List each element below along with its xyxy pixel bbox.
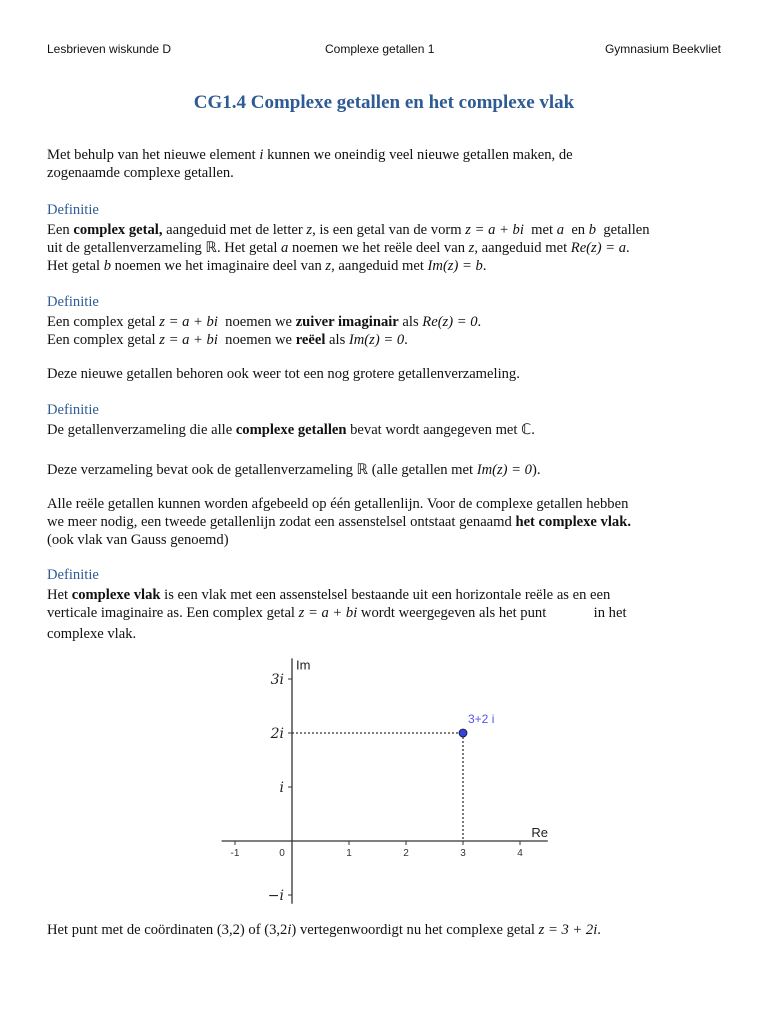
text: , aangeduid met	[474, 240, 571, 256]
text: Een complex getal	[47, 314, 160, 330]
bold-term: reëel	[295, 332, 326, 348]
x-tick-label: 0	[279, 848, 285, 859]
text: Het getal	[47, 258, 104, 274]
page-title: CG1.4 Complexe getallen en het complexe vlak	[193, 92, 575, 113]
text: Met behulp van het nieuwe element	[47, 147, 260, 163]
text: Het punt met de coördinaten	[47, 922, 217, 938]
x-tick-label: 4	[517, 848, 523, 859]
text: .	[404, 332, 408, 348]
text: vertegenwoordigt nu het complexe getal	[296, 922, 539, 938]
paragraph	[47, 921, 737, 939]
math-expression: a	[281, 240, 289, 256]
math-expression: i	[287, 922, 292, 938]
text: Een	[47, 222, 74, 238]
definition-label: Definitie	[47, 567, 99, 583]
text: en	[564, 222, 589, 238]
y-tick-label: i	[279, 780, 284, 796]
text-line	[47, 331, 737, 349]
text: (3,2	[264, 922, 288, 938]
math-expression: Re(z) = 0	[422, 314, 478, 330]
bold-term: het complexe vlak.	[515, 514, 631, 530]
text-line	[47, 146, 737, 164]
math-expression: z	[468, 240, 475, 256]
text-line	[47, 495, 737, 513]
data-point	[459, 729, 467, 737]
text-line	[47, 461, 737, 479]
point-label: 3+2 i	[468, 712, 495, 726]
paragraph	[47, 146, 737, 182]
text: of	[244, 922, 265, 938]
math-expression: Im(z) = 0	[476, 462, 532, 478]
text: noemen we	[217, 332, 296, 348]
text: uit de getallenverzameling ℝ. Het getal	[47, 240, 282, 256]
text: .	[477, 314, 482, 330]
text-line	[47, 531, 737, 549]
text-line	[47, 604, 737, 622]
text: (3,2)	[216, 922, 245, 938]
text: noemen we het imaginaire deel van	[111, 258, 326, 274]
math-expression: a	[556, 222, 565, 238]
text: ).	[531, 462, 541, 478]
text-line	[47, 239, 737, 257]
math-expression: z	[306, 222, 313, 238]
text: .	[482, 258, 487, 274]
definition-block	[47, 293, 737, 349]
text: complexe vlak.	[47, 626, 137, 642]
x-tick-label: 2	[403, 848, 409, 859]
text: kunnen we oneindig veel nieuwe getallen maken, de	[263, 147, 573, 163]
text-line	[47, 421, 737, 439]
bold-term: zuiver imaginair	[295, 314, 399, 330]
header-left: Lesbrieven wiskunde D	[47, 42, 172, 56]
definition-label: Definitie	[47, 402, 99, 418]
text: is een vlak met een assenstelsel bestaande uit een horizontale reële as en een	[160, 587, 611, 603]
text: noemen we het reële deel van	[288, 240, 469, 256]
math-expression: z = a + bi	[298, 605, 358, 621]
text: Deze nieuwe getallen behoren ook weer tot een nog grotere getallenverzameling.	[47, 366, 520, 382]
math-expression: z = a + bi	[159, 332, 218, 348]
text: )	[291, 922, 297, 938]
text-line	[47, 513, 737, 531]
text: bevat wordt aangegeven met ℂ.	[346, 422, 535, 438]
math-expression: z = 3 + 2i	[538, 922, 598, 938]
bold-term: complexe getallen	[235, 422, 347, 438]
y-tick-label: 3i	[270, 672, 284, 688]
text: met	[523, 222, 557, 238]
math-expression: i	[259, 147, 264, 163]
x-tick-label: 3	[460, 848, 466, 859]
text-line	[47, 365, 737, 383]
text: Deze verzameling bevat ook de getallenverzameling ℝ (alle getallen met	[47, 462, 477, 478]
text: Het	[47, 587, 72, 603]
text: De getallenverzameling die alle	[47, 422, 236, 438]
math-expression: b	[103, 258, 112, 274]
text-line	[47, 221, 737, 239]
y-axis-label: Im	[296, 657, 311, 673]
math-expression: Re(z) = a	[570, 240, 627, 256]
definition-block	[47, 201, 737, 275]
text-line	[47, 625, 737, 643]
text: .	[597, 922, 601, 938]
text: aangeduid met de letter	[162, 222, 307, 238]
text-line	[47, 257, 737, 275]
x-axis-label: Re	[531, 825, 549, 840]
math-expression: Im(z) = 0	[348, 332, 405, 348]
text-line	[47, 586, 737, 604]
math-expression: z = a + bi	[159, 314, 218, 330]
text: zogenaamde complexe getallen.	[47, 165, 234, 181]
text-line	[47, 921, 737, 939]
text: , is een getal van de vorm	[312, 222, 466, 238]
header-right: Gymnasium Beekvliet	[604, 42, 721, 56]
math-expression: z	[325, 258, 332, 274]
paragraph	[47, 365, 737, 383]
text: (ook vlak van Gauss genoemd)	[47, 532, 229, 548]
definition-block	[47, 566, 737, 643]
text-line	[47, 164, 737, 182]
math-expression: z = a + bi	[465, 222, 524, 238]
x-tick-label: -1	[230, 848, 240, 859]
text: als	[325, 332, 349, 348]
text-line	[47, 313, 737, 331]
text: .	[626, 240, 630, 256]
text: verticale imaginaire as. Een complex getal	[47, 605, 299, 621]
text: Alle reële getallen kunnen worden afgebeeld op één getallenlijn. Voor de complexe getallen hebben	[47, 496, 629, 512]
math-expression: b	[588, 222, 597, 238]
bold-term: complex getal,	[73, 222, 163, 238]
text: , aangeduid met	[331, 258, 428, 274]
text: we meer nodig, een tweede getallenlijn zodat een assenstelsel ontstaat genaamd	[47, 514, 516, 530]
header-center: Complexe getallen 1	[325, 42, 435, 56]
bold-term: complexe vlak	[71, 587, 161, 603]
math-expression: Im(z) = b	[427, 258, 483, 274]
definition-block	[47, 401, 737, 439]
text: als	[398, 314, 423, 330]
definition-label: Definitie	[47, 294, 99, 310]
paragraph	[47, 461, 737, 479]
text: noemen we	[217, 314, 296, 330]
paragraph	[47, 495, 737, 549]
x-tick-label: 1	[346, 848, 352, 859]
definition-label: Definitie	[47, 202, 99, 218]
text: Een complex getal	[47, 332, 160, 348]
y-tick-label: 2i	[270, 726, 284, 742]
text: wordt weergegeven als het punt in het	[357, 605, 627, 621]
y-tick-label: −i	[267, 888, 284, 904]
text: getallen	[596, 222, 650, 238]
